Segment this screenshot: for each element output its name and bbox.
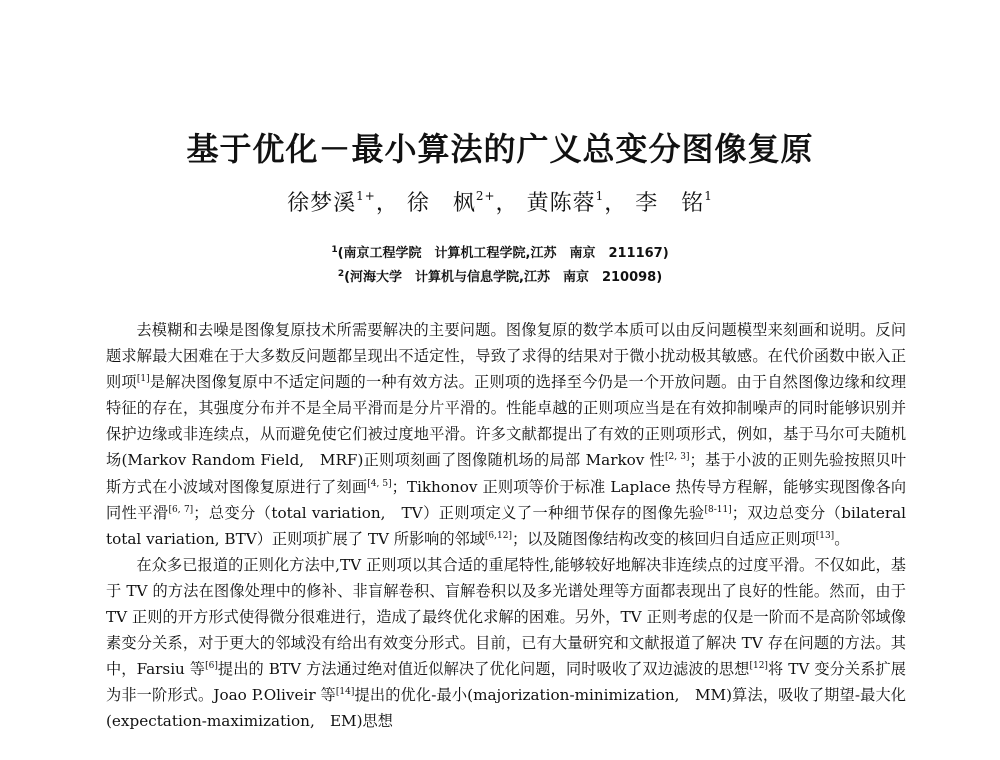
paper-title: 基于优化－最小算法的广义总变分图像复原 xyxy=(186,130,814,168)
author-separator: ， xyxy=(375,191,399,216)
citation: [6,12] xyxy=(484,530,512,541)
text-run: ；双边总变分（bilateral total variation, BTV）正则项扩展了 TV 所影响的邻域 xyxy=(106,503,906,548)
affiliation-number: 2 xyxy=(337,269,345,279)
text-run: 提出的优化-最小(majorization-minimization, MM)算法，吸收了期望-最大化(expectation-maximization, EM)思想 xyxy=(106,686,906,731)
text-run: ；以及随图像结构改变的核回归自适应正则项 xyxy=(511,529,816,548)
citation: [6, 7] xyxy=(168,504,194,515)
citation: [1] xyxy=(136,374,150,385)
paragraph xyxy=(106,552,906,735)
author-separator: ， xyxy=(604,191,628,216)
citation: [8-11] xyxy=(704,504,732,515)
affiliation-number: 1 xyxy=(331,245,338,255)
author-name: 徐 枫 xyxy=(406,191,476,216)
affiliation-text: (河海大学 计算机与信息学院,江苏 南京 210098) xyxy=(344,270,663,285)
body-text xyxy=(106,317,906,735)
citation: [2, 3] xyxy=(665,452,690,463)
citation: [6] xyxy=(205,661,218,672)
text-run: 去模糊和去噪是图像复原技术所需要解决的主要问题。图像复原的数学本质可以由反问题模型来刻画和说明。反问题求解最大困难在于大多数反问题都呈现出不适定性，导致了求得的结果对于微小扰动极其敏感。在代价函数中嵌入正则项 xyxy=(106,321,906,392)
text-run: 是解决图像复原中不适定问题的一种有效方法。正则项的选择至今仍是一个开放问题。由于自然图像边缘和纹理特征的存在，其强度分布并不是全局平滑而是分片平滑的。性能卓越的正则项应当是在有效抑制噪声的同时能够识别并保护边缘或非连续点，从而避免使它们被过度地平滑。许多文献都提出了有效的正则项形式，例如，基于马尔可夫随机场(Markov Random Field, MRF)正则项刻画了图像随机场的局部 Markov 性 xyxy=(106,373,907,470)
paragraph xyxy=(106,317,906,552)
text-run: 在众多已报道的正则化方法中,TV 正则项以其合适的重尾特性,能够较好地解决非连续点的过度平滑。不仅如此，基于 TV 的方法在图像处理中的修补、非盲解卷积、盲解卷积以及多光谱处理等方面都表现出了良好的性能。然而，由于 TV 正则的开方形式使得微分很难进行，造成了最终优化求解的困难。另外，TV 正则考虑的仅是一阶而不是高阶邻域像素变分关系，对于更大的邻域没有给出有效变分形式。目前，已有大量研究和文献报道了解决 TV 存在问题的方法。其中，Farsiu 等 xyxy=(106,555,906,679)
affiliation-text: (南京工程学院 计算机工程学院,江苏 南京 211167) xyxy=(337,246,669,261)
author-affiliation-mark: 1+ xyxy=(356,189,376,203)
text-run: 将 TV 变分关系扩展为非一阶形式。Joao P.Oliveir 等 xyxy=(106,660,906,705)
text-run: ；基于小波的正则先验按照贝叶斯方式在小波域对图像复原进行了刻画 xyxy=(106,451,907,496)
citation: [14] xyxy=(335,687,355,698)
citation: [12] xyxy=(749,661,768,672)
affiliation xyxy=(0,266,1000,285)
citation: [13] xyxy=(815,530,835,541)
citation: [4, 5] xyxy=(367,478,392,489)
affiliation xyxy=(0,242,1000,261)
text-run: ；Tikhonov 正则项等价于标准 Laplace 热传导方程解，能够实现图像各向同性平滑 xyxy=(106,477,907,522)
text-run: 。 xyxy=(834,529,850,548)
author-separator: ， xyxy=(495,191,519,216)
text-run: 提出的 BTV 方法通过绝对值近似解决了优化问题，同时吸收了双边滤波的思想 xyxy=(217,660,750,679)
author-name: 黄陈蓉 xyxy=(526,191,596,216)
text-run: ；总变分（total variation, TV）正则项定义了一种细节保存的图像先验 xyxy=(193,503,705,522)
author-affiliation-mark: 2+ xyxy=(475,189,496,203)
author-name: 李 铭 xyxy=(635,191,705,216)
author-affiliation-mark: 1 xyxy=(595,189,605,203)
author-name: 徐梦溪 xyxy=(287,191,357,216)
author-affiliation-mark: 1 xyxy=(704,189,713,203)
author-line xyxy=(0,186,1000,217)
